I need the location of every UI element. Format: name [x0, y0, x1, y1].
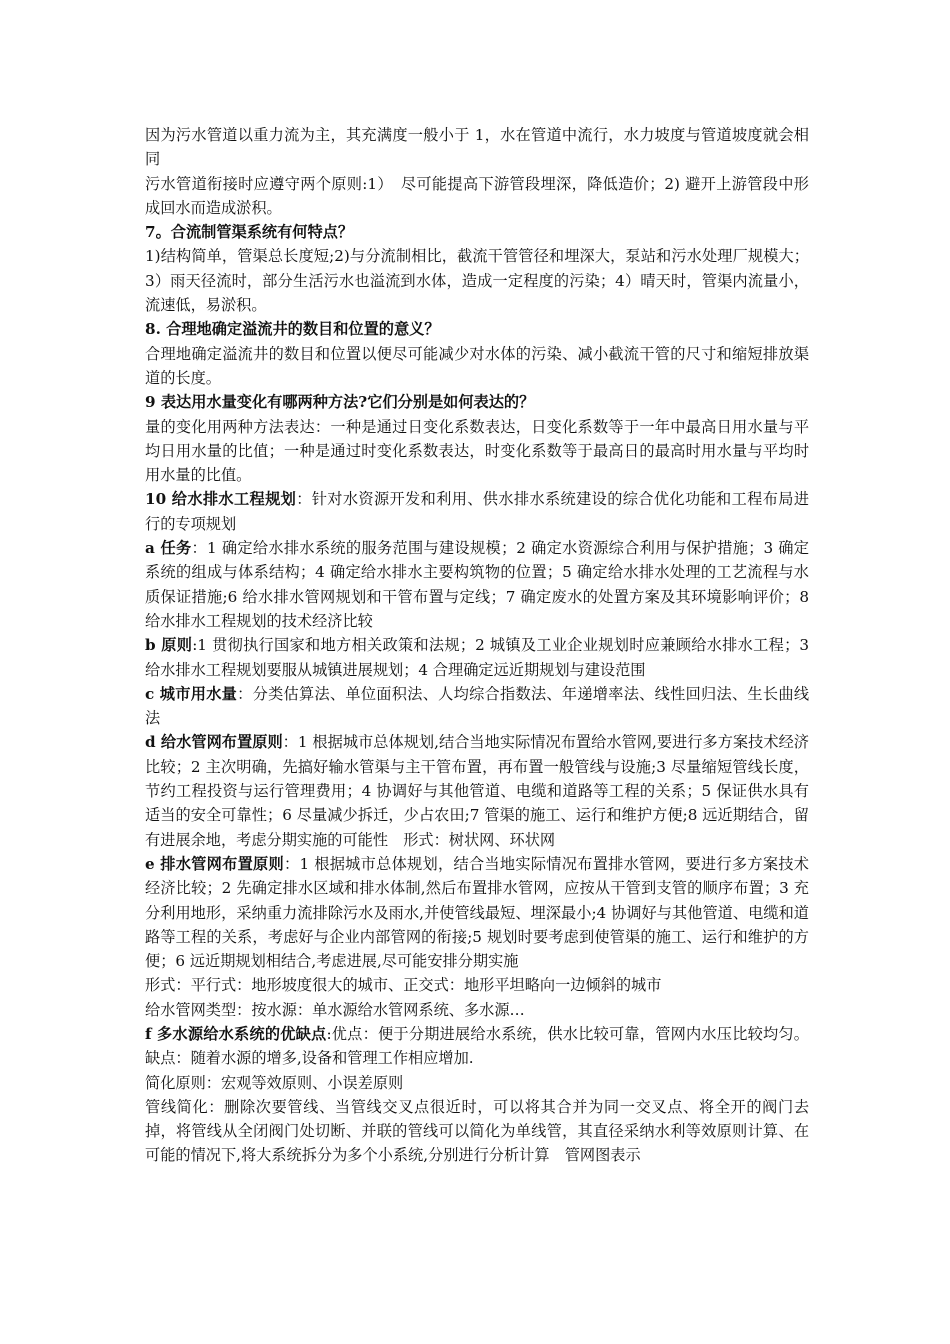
- paragraph-pipeline-simplification: 管线简化：删除次要管线、当管线交叉点很近时，可以将其合并为同一交叉点、将全开的阀门去掉，将管线从全闭阀门处切断、并联的管线可以简化为单线管，其直径采纳水利等效原则计算、在可能的情况下,将大系统拆分为多个小系统,分别进行分析计算 管网图表示: [145, 1097, 809, 1165]
- lead-c: c 城市用水量: [145, 684, 238, 703]
- lead-f: f 多水源给水系统的优缺点: [145, 1024, 327, 1043]
- paragraph-water-variation: 量的变化用两种方法表达：一种是通过日变化系数表达，日变化系数等于一年中最高日用水量与平均日用水量的比值；一种是通过时变化系数表达，时变化系数等于最高日的最高时用水量与平均时用水量的比值。: [145, 417, 809, 485]
- lead-b: b 原则: [145, 636, 193, 655]
- text-q10: ：针对水资源开发和利用、供水排水系统建设的综合优化功能和工程布局进行的专项规划: [145, 490, 810, 533]
- text-b: :1 贯彻执行国家和地方相关政策和法规；2 城镇及工业企业规划时应兼顾给水排水工程；3 给水排水工程规划要服从城镇进展规划；4 合理确定远近期规划与建设范围: [145, 636, 809, 679]
- paragraph-combined-system: 1)结构简单，管渠总长度短;2)与分流制相比，截流干管管径和埋深大，泵站和污水处理厂规模大；3）雨天径流时，部分生活污水也溢流到水体，造成一定程度的污染；4）晴天时，管渠内流量小，流速低，易淤积。: [145, 247, 809, 315]
- paragraph-sewer-connection: 污水管道衔接时应遵守两个原则:1） 尽可能提高下游管段埋深，降低造价；2) 避开上游管段中形成回水而造成淤积。: [145, 174, 809, 217]
- paragraph-e-drainage-network: [145, 852, 809, 973]
- paragraph-overflow-well: 合理地确定溢流井的数目和位置以便尽可能减少对水体的污染、减小截流干管的尺寸和缩短排放渠道的长度。: [145, 344, 809, 387]
- heading-q7: 7。合流制管渠系统有何特点？: [145, 223, 354, 242]
- lead-d: d 给水管网布置原则: [145, 733, 283, 752]
- paragraph-gravity-flow: 因为污水管道以重力流为主，其充满度一般小于 1，水在管道中流行，水力坡度与管道坡度就会相同: [145, 126, 809, 169]
- paragraph-layout-forms: 形式：平行式：地形坡度很大的城市、正交式：地形平坦略向一边倾斜的城市: [145, 976, 662, 995]
- text-a: ：1 确定给水排水系统的服务范围与建设规模；2 确定水资源综合利用与保护措施；3 确定系统的组成与体系结构；4 确定给水排水主要构筑物的位置；5 确定给水排水处理的工艺流程与水质保证措施;6 给水排水管网规划和干管布置与定线；7 确定废水的处置方案及其环境影响评价；8 给水排水工程规划的技术经济比较: [145, 539, 809, 630]
- lead-a: a 任务: [145, 539, 192, 558]
- paragraph-a-tasks: [145, 536, 809, 633]
- paragraph-q10-planning: [145, 487, 809, 536]
- lead-q10: 10 给水排水工程规划: [145, 490, 297, 509]
- text-f: :优点：便于分期进展给水系统，供水比较可靠，管网内水压比较均匀。缺点：随着水源的增多,设备和管理工作相应增加.: [145, 1024, 809, 1068]
- paragraph-f-multi-source: [145, 1022, 809, 1071]
- document-page: [145, 123, 809, 1168]
- paragraph-c-water-use: [145, 682, 809, 731]
- paragraph-network-types: 给水管网类型：按水源：单水源给水管网系统、多水源…: [145, 1000, 525, 1019]
- paragraph-b-principles: [145, 633, 809, 682]
- paragraph-d-supply-network: [145, 730, 809, 851]
- text-e: ：1 根据城市总体规划，结合当地实际情况布置排水管网，要进行多方案技术经济比较；2 先确定排水区域和排水体制,然后布置排水管网，应按从干管到支管的顺序布置；3 充分利用地形，采纳重力流排除污水及雨水,并使管线最短、埋深最小;4 协调好与其他管道、电缆和道路等工程的关系，考虑好与企业内部管网的衔接;5 规划时要考虑到使管渠的施工、运行和维护的方便；6 远近期规划相结合,考虑进展,尽可能安排分期实施: [145, 854, 809, 971]
- text-d: ：1 根据城市总体规划,结合当地实际情况布置给水管网,要进行多方案技术经济比较；2 主次明确，先搞好输水管渠与主干管布置，再布置一般管线与设施;3 尽量缩短管线长度，节约工程投资与运行管理费用；4 协调好与其他管道、电缆和道路等工程的关系；5 保证供水具有适当的安全可靠性；6 尽量减少拆迁，少占农田;7 管渠的施工、运行和维护方便;8 远近期结合，留有进展余地，考虑分期实施的可能性 形式：树状网、环状网: [145, 733, 809, 849]
- heading-q8: 8. 合理地确定溢流井的数目和位置的意义？: [145, 320, 440, 339]
- paragraph-simplification-principles: 简化原则：宏观等效原则、小误差原则: [145, 1073, 404, 1092]
- text-c: ：分类估算法、单位面积法、人均综合指数法、年递增率法、线性回归法、生长曲线法: [145, 684, 810, 728]
- lead-e: e 排水管网布置原则: [145, 854, 284, 873]
- heading-q9: 9 表达用水量变化有哪两种方法?它们分别是如何表达的？: [145, 393, 535, 412]
